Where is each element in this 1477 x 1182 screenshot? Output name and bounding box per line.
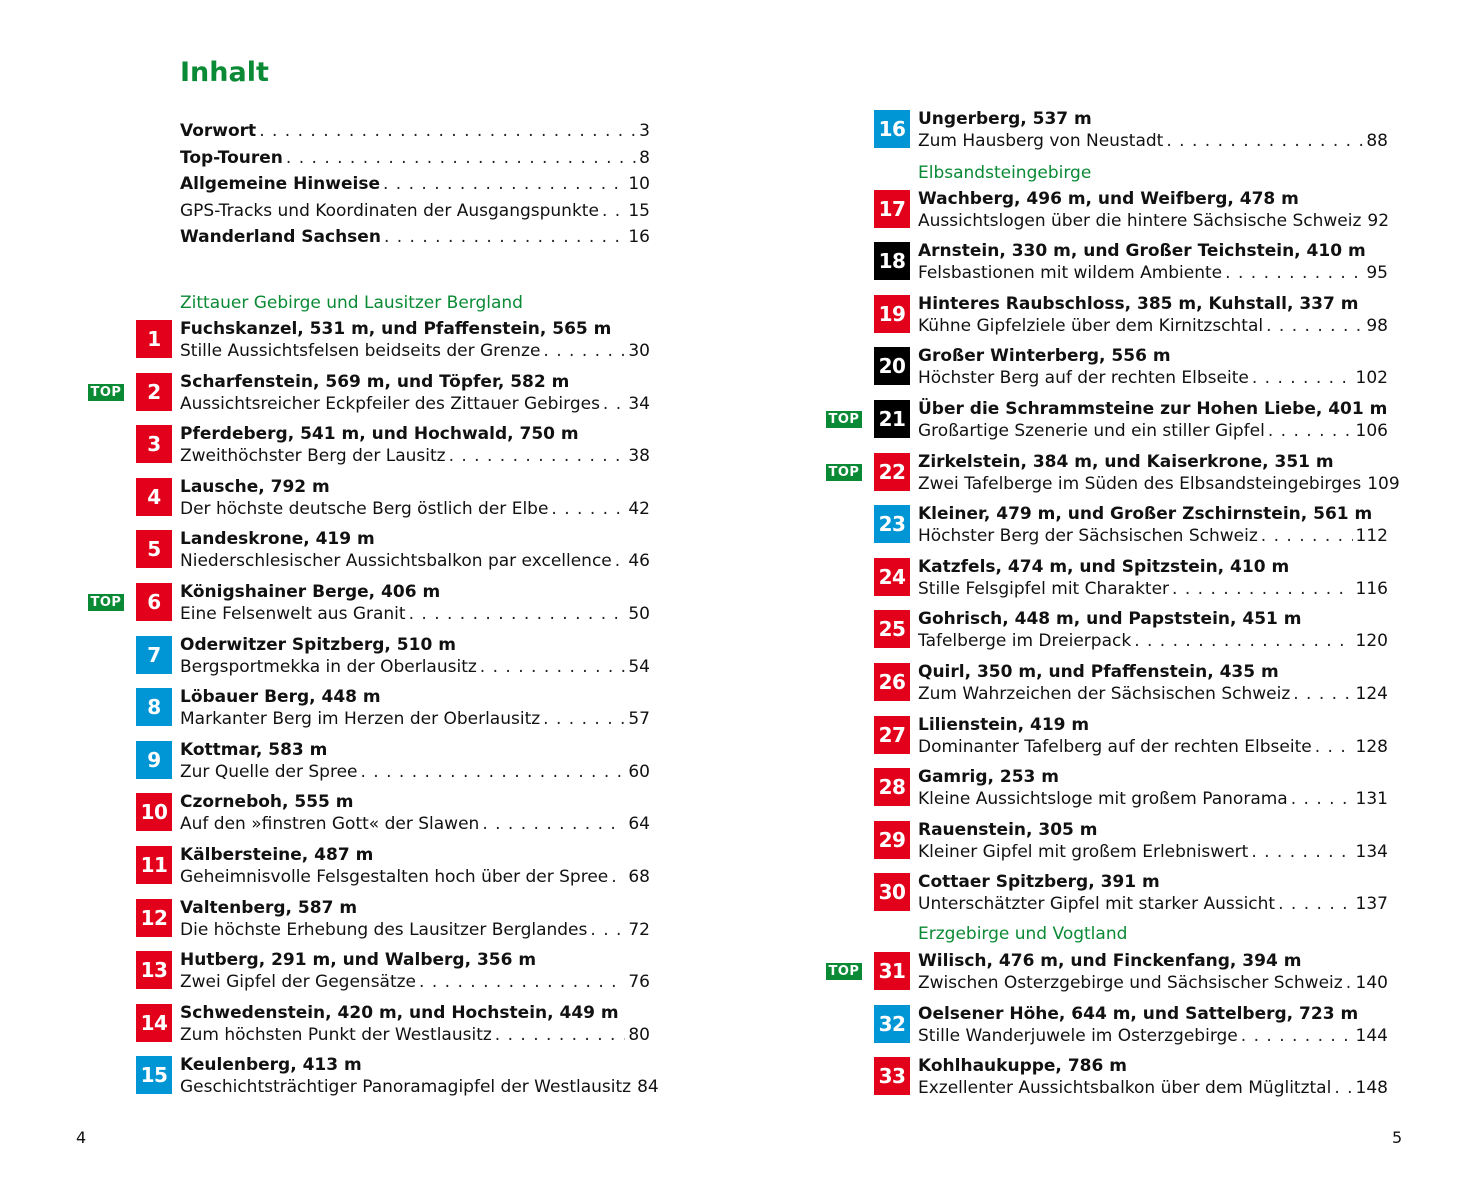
tour-entry[interactable] (874, 398, 1394, 442)
tour-page: 34 (628, 393, 650, 414)
tour-entry[interactable] (874, 714, 1394, 758)
dot-leader (419, 971, 625, 993)
tour-title: Kälbersteine, 487 m (180, 845, 374, 865)
tour-page: 38 (628, 446, 650, 467)
tour-entry[interactable] (136, 949, 656, 993)
tour-page: 72 (628, 919, 650, 940)
tour-number-badge: 17 (874, 190, 910, 228)
tour-page: 46 (628, 551, 650, 572)
tour-page: 68 (628, 867, 650, 887)
right-page (738, 0, 1477, 1182)
tour-entry[interactable] (874, 819, 1394, 863)
tour-entry[interactable] (136, 686, 656, 730)
tour-page: 131 (1355, 789, 1388, 810)
front-matter-label: Top-Touren (180, 148, 283, 168)
tour-number-badge: 30 (874, 873, 910, 911)
tour-page: 30 (628, 341, 650, 361)
dot-leader (603, 393, 625, 415)
tour-page: 80 (628, 1024, 650, 1045)
dot-leader (495, 1024, 626, 1046)
tour-number-badge: 9 (136, 741, 172, 779)
tour-title: Großer Winterberg, 556 m (918, 346, 1171, 367)
tour-title: Valtenberg, 587 m (180, 897, 358, 918)
tour-number-badge: 7 (136, 636, 172, 674)
tour-subtitle: Felsbastionen mit wildem Ambiente (918, 263, 1223, 284)
tour-subtitle: Niederschlesischer Aussichtsbalkon par excellence (180, 551, 612, 572)
tour-entry[interactable] (136, 791, 656, 835)
tour-entry[interactable] (136, 634, 656, 678)
tour-title: Rauenstein, 305 m (918, 819, 1098, 840)
tour-number-badge: 18 (874, 242, 910, 280)
tour-entry[interactable] (874, 766, 1394, 810)
front-matter-item[interactable] (180, 147, 650, 169)
tour-subtitle: Zwei Tafelberge im Süden des Elbsandsteingebirges (918, 473, 1362, 494)
dot-leader (480, 656, 626, 678)
tour-subtitle: Der höchste deutsche Berg östlich der Elbe (180, 498, 549, 519)
dot-leader (543, 708, 625, 730)
tour-title: Czorneboh, 555 m (180, 792, 354, 813)
tour-title: Lilienstein, 419 m (918, 714, 1090, 735)
tour-page: 57 (628, 709, 650, 730)
tour-number-badge: 25 (874, 610, 910, 648)
dot-leader (1268, 420, 1353, 442)
dot-leader (1252, 367, 1353, 389)
tour-subtitle: Die höchste Erhebung des Lausitzer Berglandes (180, 919, 588, 940)
dot-leader (383, 173, 625, 195)
tour-page: 109 (1367, 473, 1400, 494)
tour-title: Lausche, 792 m (180, 476, 330, 497)
tour-page: 50 (628, 604, 650, 624)
dot-leader (1241, 1025, 1353, 1047)
tour-title: Arnstein, 330 m, und Großer Teichstein, 410 m (918, 241, 1366, 262)
tour-page: 116 (1355, 578, 1388, 599)
dot-leader (1266, 315, 1363, 337)
tour-entry[interactable] (136, 1002, 656, 1046)
tour-subtitle: Tafelberge im Dreierpack (918, 631, 1132, 652)
tour-number-badge: 13 (136, 951, 172, 989)
tour-title: Hutberg, 291 m, und Walberg, 356 m (180, 950, 537, 971)
tour-title: Zirkelstein, 384 m, und Kaiserkrone, 351 m (918, 451, 1334, 472)
top-tour-badge: TOP (826, 411, 862, 428)
tour-number-badge: 29 (874, 821, 910, 859)
dot-leader (1278, 893, 1352, 915)
tour-title: Scharfenstein, 569 m, und Töpfer, 582 m (180, 371, 570, 392)
dot-leader (384, 226, 625, 248)
tour-number-badge: 2 (136, 373, 172, 411)
tour-entry[interactable] (874, 451, 1400, 495)
dot-leader (1334, 1077, 1352, 1099)
tour-subtitle: Zum höchsten Punkt der Westlausitz (180, 1024, 492, 1045)
tour-page: 76 (628, 972, 650, 993)
tour-number-badge: 33 (874, 1057, 910, 1095)
tour-page: 102 (1355, 368, 1388, 389)
tour-entry[interactable] (136, 844, 656, 888)
tour-subtitle: Aussichtsreicher Eckpfeiler des Zittauer Gebirges (180, 393, 600, 414)
tour-subtitle: Aussichtslogen über die hintere Sächsische Schweiz (918, 210, 1362, 231)
tour-subtitle: Geschichtsträchtiger Panoramagipfel der Westlausitz (180, 1077, 632, 1098)
top-tour-badge: TOP (826, 464, 862, 481)
tour-subtitle: Höchster Berg auf der rechten Elbseite (918, 368, 1249, 389)
tour-title: Gohrisch, 448 m, und Papststein, 451 m (918, 609, 1302, 630)
page-number-left: 4 (76, 1128, 87, 1147)
tour-entry[interactable] (874, 1055, 1394, 1099)
tour-number-badge: 27 (874, 716, 910, 754)
front-matter-item[interactable] (180, 120, 650, 142)
dot-leader (482, 813, 625, 835)
dot-leader (1261, 525, 1353, 547)
dot-leader (1225, 262, 1363, 284)
tour-page: 88 (1366, 131, 1388, 151)
tour-number-badge: 23 (874, 505, 910, 543)
page-number-right: 5 (1392, 1128, 1403, 1147)
tour-number-badge: 28 (874, 768, 910, 806)
dot-leader (1134, 630, 1352, 652)
tour-page: 54 (628, 656, 650, 677)
tour-entry[interactable] (136, 371, 656, 415)
front-matter-page: 8 (639, 148, 650, 168)
front-matter-item[interactable] (180, 173, 650, 195)
tour-subtitle: Zwei Gipfel der Gegensätze (180, 972, 417, 993)
tour-subtitle: Zweithöchster Berg der Lausitz (180, 446, 446, 467)
top-tour-badge: TOP (88, 594, 124, 611)
tour-entry[interactable] (874, 240, 1394, 284)
tour-title: Hinteres Raubschloss, 385 m, Kuhstall, 337 m (918, 293, 1359, 314)
tour-subtitle: Kleine Aussichtsloge mit großem Panorama (918, 789, 1288, 810)
tour-subtitle: Kühne Gipfelziele über dem Kirnitzschtal (918, 315, 1264, 336)
front-matter-item[interactable] (180, 226, 650, 248)
tour-page: 112 (1355, 526, 1388, 547)
dot-leader (1315, 736, 1353, 758)
front-matter-page: 16 (628, 227, 650, 247)
tour-subtitle: Stille Aussichtsfelsen beidseits der Grenze (180, 341, 541, 361)
tour-number-badge: 16 (874, 110, 910, 148)
tour-subtitle: Exzellenter Aussichtsbalkon über dem Müglitztal (918, 1078, 1332, 1099)
front-matter-label: Vorwort (180, 121, 257, 141)
tour-subtitle: Unterschätzter Gipfel mit starker Aussicht (918, 894, 1276, 915)
tour-title: Über die Schrammsteine zur Hohen Liebe, 401 m (918, 399, 1388, 419)
front-matter-label: Wanderland Sachsen (180, 227, 381, 247)
tour-subtitle: Zur Quelle der Spree (180, 761, 358, 782)
dot-leader (590, 919, 625, 941)
tour-title: Katzfels, 474 m, und Spitzstein, 410 m (918, 556, 1290, 577)
dot-leader (286, 147, 636, 169)
tour-title: Landeskrone, 419 m (180, 529, 375, 550)
tour-entry[interactable] (136, 476, 656, 520)
tour-subtitle: Kleiner Gipfel mit großem Erlebniswert (918, 841, 1249, 862)
tour-title: Fuchskanzel, 531 m, und Pfaffenstein, 565 m (180, 319, 612, 339)
tour-entry[interactable] (136, 581, 656, 625)
tour-entry[interactable] (136, 1054, 659, 1098)
tour-entry[interactable] (136, 318, 656, 362)
dot-leader (1291, 788, 1353, 810)
tour-number-badge: 21 (874, 400, 910, 438)
tour-entry[interactable] (874, 556, 1394, 600)
tour-title: Gamrig, 253 m (918, 767, 1060, 788)
tour-title: Schwedenstein, 420 m, und Hochstein, 449 m (180, 1002, 619, 1023)
tour-number-badge: 6 (136, 583, 172, 621)
dot-leader (602, 200, 625, 222)
tour-entry[interactable] (136, 423, 656, 467)
tour-page: 92 (1367, 210, 1390, 231)
tour-entry[interactable] (136, 739, 656, 783)
tour-page: 95 (1366, 263, 1388, 284)
tour-page: 134 (1355, 841, 1388, 862)
tour-title: Oelsener Höhe, 644 m, und Sattelberg, 723 m (918, 1003, 1359, 1024)
tour-page: 84 (637, 1077, 659, 1098)
top-tour-badge: TOP (88, 384, 124, 401)
tour-entry[interactable] (874, 188, 1394, 232)
tour-page: 98 (1366, 315, 1388, 336)
tour-entry[interactable] (136, 897, 656, 941)
tour-subtitle: Geheimnisvolle Felsgestalten hoch über der Spree (180, 867, 609, 887)
dot-leader (1166, 130, 1363, 152)
tour-page: 64 (628, 814, 650, 835)
tour-subtitle: Bergsportmekka in der Oberlausitz (180, 656, 477, 677)
dot-leader (551, 498, 625, 520)
tour-subtitle: Zum Wahrzeichen der Sächsischen Schweiz (918, 684, 1291, 704)
tour-number-badge: 11 (136, 846, 172, 884)
tour-title: Wilisch, 476 m, und Finckenfang, 394 m (918, 951, 1302, 971)
region-heading-elbsandstein: Elbsandsteingebirge (918, 163, 1092, 183)
dot-leader (449, 445, 626, 467)
tour-number-badge: 32 (874, 1005, 910, 1043)
front-matter-page: 3 (639, 121, 650, 141)
tour-page: 120 (1355, 631, 1388, 652)
dot-leader (1172, 578, 1353, 600)
tour-entry[interactable] (874, 871, 1394, 915)
tour-entry[interactable] (874, 661, 1394, 705)
tour-number-badge: 12 (136, 899, 172, 937)
tour-entry[interactable] (874, 503, 1394, 547)
tour-title: Wachberg, 496 m, und Weifberg, 478 m (918, 188, 1299, 209)
tour-number-badge: 24 (874, 558, 910, 596)
tour-number-badge: 15 (136, 1056, 172, 1094)
tour-entry[interactable] (874, 608, 1394, 652)
tour-number-badge: 3 (136, 425, 172, 463)
tour-entry[interactable] (874, 950, 1394, 994)
left-page (0, 0, 738, 1182)
tour-subtitle: Großartige Szenerie und ein stiller Gipfel (918, 421, 1265, 441)
tour-page: 42 (628, 498, 650, 519)
tour-number-badge: 31 (874, 952, 910, 990)
front-matter-item[interactable] (180, 200, 650, 222)
tour-page: 140 (1355, 973, 1388, 993)
tour-number-badge: 10 (136, 793, 172, 831)
tour-number-badge: 4 (136, 478, 172, 516)
tour-subtitle: Zwischen Osterzgebirge und Sächsischer Schweiz (918, 973, 1343, 993)
tour-title: Kottmar, 583 m (180, 739, 328, 760)
dot-leader (361, 761, 626, 783)
tour-subtitle: Dominanter Tafelberg auf der rechten Elbseite (918, 736, 1312, 757)
tour-title: Kleiner, 479 m, und Großer Zschirnstein, 561 m (918, 504, 1373, 525)
front-matter-page: 15 (628, 201, 650, 221)
tour-title: Ungerberg, 537 m (918, 109, 1092, 129)
tour-page: 124 (1355, 684, 1388, 704)
dot-leader (1293, 683, 1352, 705)
tour-title: Cottaer Spitzberg, 391 m (918, 872, 1160, 893)
dot-leader (1251, 841, 1352, 863)
tour-number-badge: 5 (136, 530, 172, 568)
tour-page: 60 (628, 761, 650, 782)
front-matter-label: GPS-Tracks und Koordinaten der Ausgangspunkte (180, 201, 599, 221)
tour-title: Keulenberg, 413 m (180, 1055, 362, 1076)
region-heading-erzgebirge: Erzgebirge und Vogtland (918, 924, 1128, 944)
tour-number-badge: 20 (874, 347, 910, 385)
front-matter-label: Allgemeine Hinweise (180, 174, 380, 194)
dot-leader (543, 340, 625, 362)
tour-page: 137 (1355, 894, 1388, 915)
tour-entry[interactable] (874, 293, 1394, 337)
tour-entry[interactable] (874, 1003, 1394, 1047)
front-matter-page: 10 (628, 174, 650, 194)
page-title: Inhalt (180, 57, 269, 88)
top-tour-badge: TOP (826, 963, 862, 980)
tour-number-badge: 19 (874, 295, 910, 333)
tour-title: Löbauer Berg, 448 m (180, 687, 381, 708)
tour-page: 106 (1355, 421, 1388, 441)
tour-page: 128 (1355, 736, 1388, 757)
tour-title: Quirl, 350 m, und Pfaffenstein, 435 m (918, 662, 1279, 682)
tour-entry[interactable] (136, 528, 656, 572)
dot-leader (611, 866, 625, 888)
tour-page: 148 (1355, 1078, 1388, 1099)
region-heading-zittau: Zittauer Gebirge und Lausitzer Bergland (180, 293, 523, 313)
dot-leader (615, 550, 626, 572)
tour-subtitle: Stille Felsgipfel mit Charakter (918, 578, 1170, 599)
tour-subtitle: Eine Felsenwelt aus Granit (180, 604, 406, 624)
tour-subtitle: Markanter Berg im Herzen der Oberlausitz (180, 709, 541, 730)
tour-title: Oderwitzer Spitzberg, 510 m (180, 634, 456, 655)
tour-title: Königshainer Berge, 406 m (180, 582, 441, 602)
tour-number-badge: 8 (136, 688, 172, 726)
tour-number-badge: 1 (136, 320, 172, 358)
tour-title: Kohlhaukuppe, 786 m (918, 1056, 1127, 1077)
dot-leader (259, 120, 636, 142)
tour-subtitle: Zum Hausberg von Neustadt (918, 131, 1164, 151)
tour-subtitle: Höchster Berg der Sächsischen Schweiz (918, 526, 1258, 547)
tour-page: 144 (1355, 1025, 1388, 1046)
tour-subtitle: Stille Wanderjuwele im Osterzgebirge (918, 1025, 1238, 1046)
tour-title: Pferdeberg, 541 m, und Hochwald, 750 m (180, 424, 579, 445)
tour-number-badge: 26 (874, 663, 910, 701)
tour-number-badge: 22 (874, 453, 910, 491)
tour-subtitle: Auf den »finstren Gott« der Slawen (180, 814, 480, 835)
tour-entry[interactable] (874, 345, 1394, 389)
dot-leader (409, 603, 626, 625)
tour-number-badge: 14 (136, 1004, 172, 1042)
dot-leader (1346, 972, 1353, 994)
tour-entry[interactable] (874, 108, 1394, 152)
